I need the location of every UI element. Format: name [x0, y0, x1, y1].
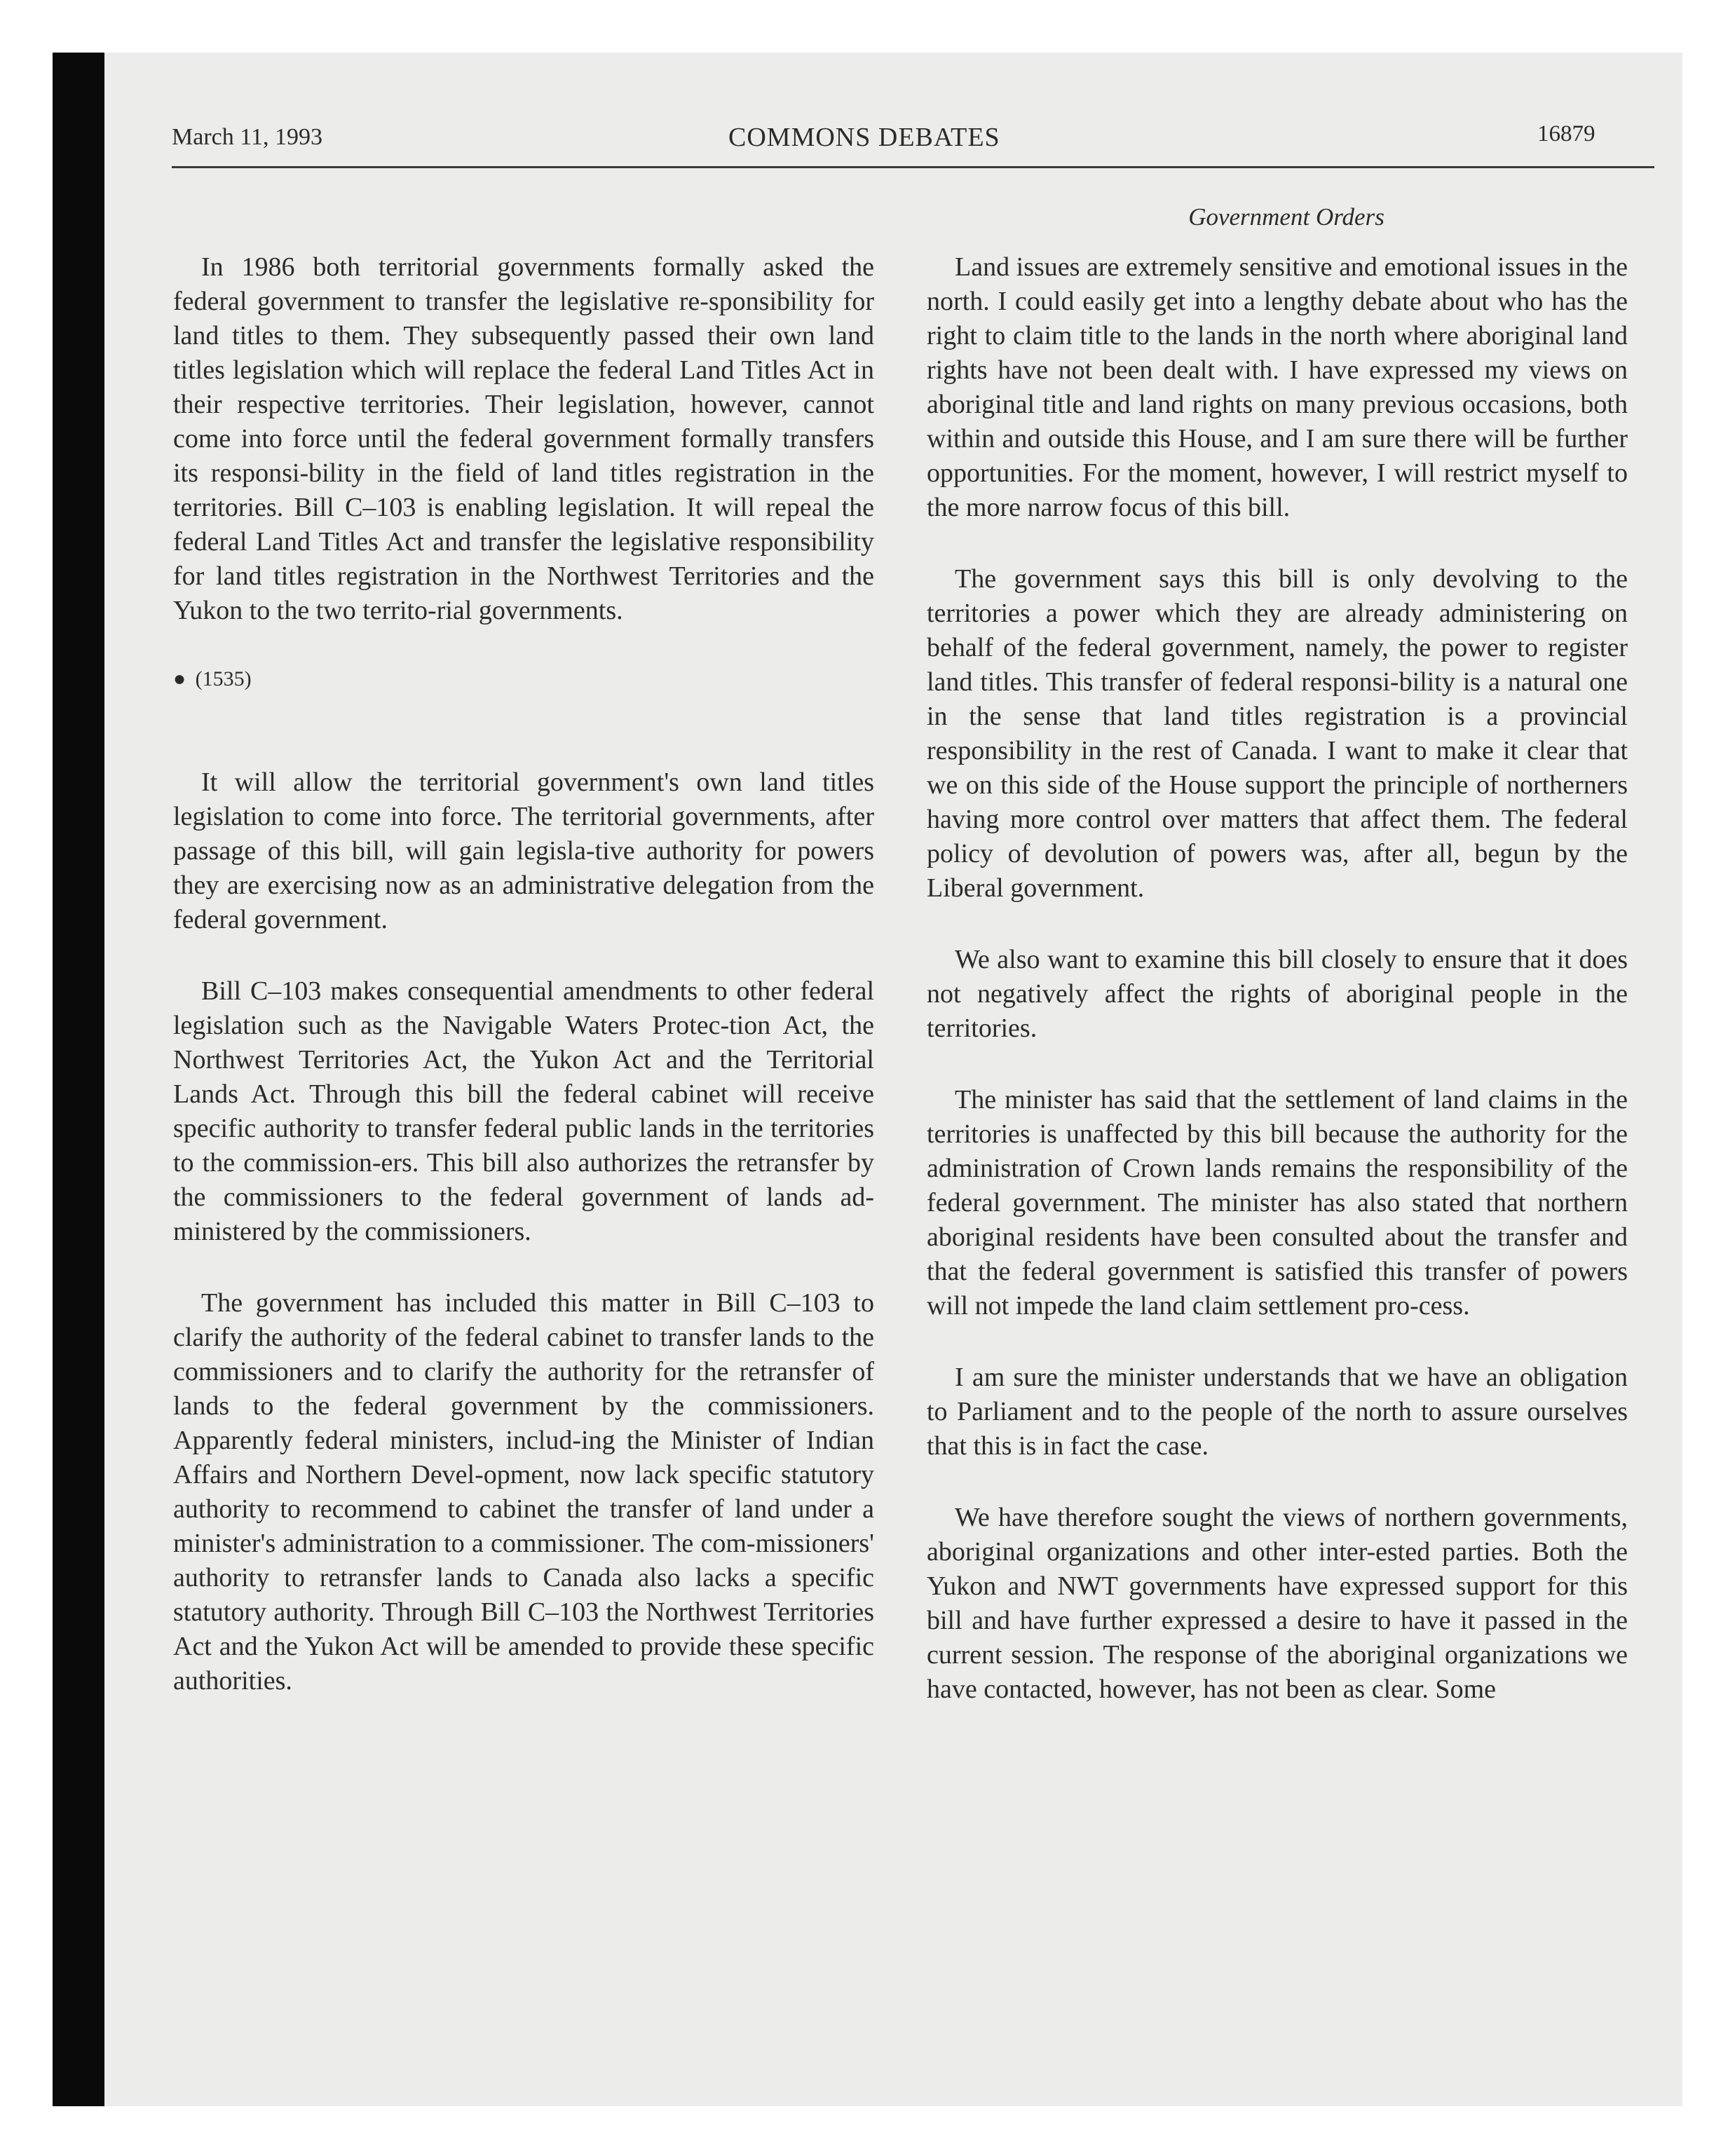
right-column [927, 250, 1628, 1744]
paragraph: In 1986 both territorial governments formally asked the federal government to transfer the legislative re-sponsibility for land titles to them. They subsequently passed their own land titles legislation which will replace the federal Land Titles Act in their respective territories. Their legislation, however, cannot come into force until the federal government formally transfers its responsi-bility in the field of land titles registration in the territories. Bill C–103 is enabling legislation. It will repeal the federal Land Titles Act and transfer the legislative responsibility for land titles registration in the Northwest Territories and the Yukon to the two territo-rial governments. [173, 252, 874, 625]
header-title: COMMONS DEBATES [728, 123, 1000, 152]
paragraph: We also want to examine this bill closely to ensure that it does not negatively affect the rights of aboriginal people in the territories. [927, 945, 1628, 1043]
paragraph: It will allow the territorial government's own land titles legislation to come into force. The territorial governments, after passage of this bill, will gain legisla-tive authority for powers they are exercising now as an administrative delegation from the federal government. [173, 767, 874, 934]
paragraph: The government has included this matter in Bill C–103 to clarify the authority of the federal cabinet to transfer lands to the commissioners and to clarify the authority for the retransfer of lands to the federal government by the commissioners. Apparently federal ministers, includ-ing the Minister of Indian Affairs and Northern Devel-opment, now lack specific statutory authority to recommend to cabinet the transfer of land under a minister's administration to a commissioner. The com-missioners' authority to retransfer lands to Canada also lacks a specific statutory authority. Through Bill C–103 the Northwest Territories Act and the Yukon Act will be amended to provide these specific authorities. [173, 1288, 874, 1696]
page-number: 16879 [1537, 121, 1595, 146]
time-marker-text: (1535) [195, 667, 252, 690]
paragraph: Bill C–103 makes consequential amendments to other federal legislation such as the Navigable Waters Protec-tion Act, the Northwest Territories Act, the Yukon Act and the Territorial Lands Act. Through this bill the federal cabinet will receive specific authority to transfer federal public lands in the territories to the commission-ers. This bill also authorizes the retransfer by the commissioners to the federal government of lands ad-ministered by the commissioners. [173, 976, 874, 1246]
paragraph: Land issues are extremely sensitive and emotional issues in the north. I could easily get into a lengthy debate about who has the right to claim title to the lands in the north where aboriginal land rights have not been dealt with. I have expressed my views on aboriginal title and land rights on many previous occasions, both within and outside this House, and I am sure there will be further opportunities. For the moment, however, I will restrict myself to the more narrow focus of this bill. [927, 252, 1628, 522]
bullet-icon: ● [173, 667, 186, 690]
paragraph: We have therefore sought the views of northern governments, aboriginal organizations and other inter-ested parties. Both the Yukon and NWT governments have expressed support for this bill and have further expressed a desire to have it passed in the current session. The response of the aboriginal organizations we have contacted, however, has not been as clear. Some [927, 1503, 1628, 1704]
scanned-page [53, 53, 1682, 2106]
header-rule [172, 166, 1654, 168]
paragraph: The government says this bill is only devolving to the territories a power which they are already administering on behalf of the federal government, namely, the power to register land titles. This transfer of federal responsi-bility is a natural one in the sense that land titles registration is a provincial responsibility in the rest of Canada. I want to make it clear that we on this side of the House support the principle of northerners having more control over matters that affect them. The federal policy of devolution of powers was, after all, begun by the Liberal government. [927, 564, 1628, 903]
section-heading: Government Orders [1188, 203, 1384, 231]
left-column [173, 250, 874, 1735]
binding-edge [53, 53, 104, 2106]
time-marker [173, 665, 874, 693]
paragraph: The minister has said that the settlement of land claims in the territories is unaffected by this bill because the authority for the administration of Crown lands remains the responsibility of the federal government. The minister has also stated that northern aboriginal residents have been consulted about the transfer and that the federal government is satisfied this transfer of powers will not impede the land claim settlement pro-cess. [927, 1085, 1628, 1321]
header-date: March 11, 1993 [172, 124, 322, 150]
paragraph: I am sure the minister understands that we have an obligation to Parliament and to the people of the north to assure ourselves that this is in fact the case. [927, 1363, 1628, 1461]
